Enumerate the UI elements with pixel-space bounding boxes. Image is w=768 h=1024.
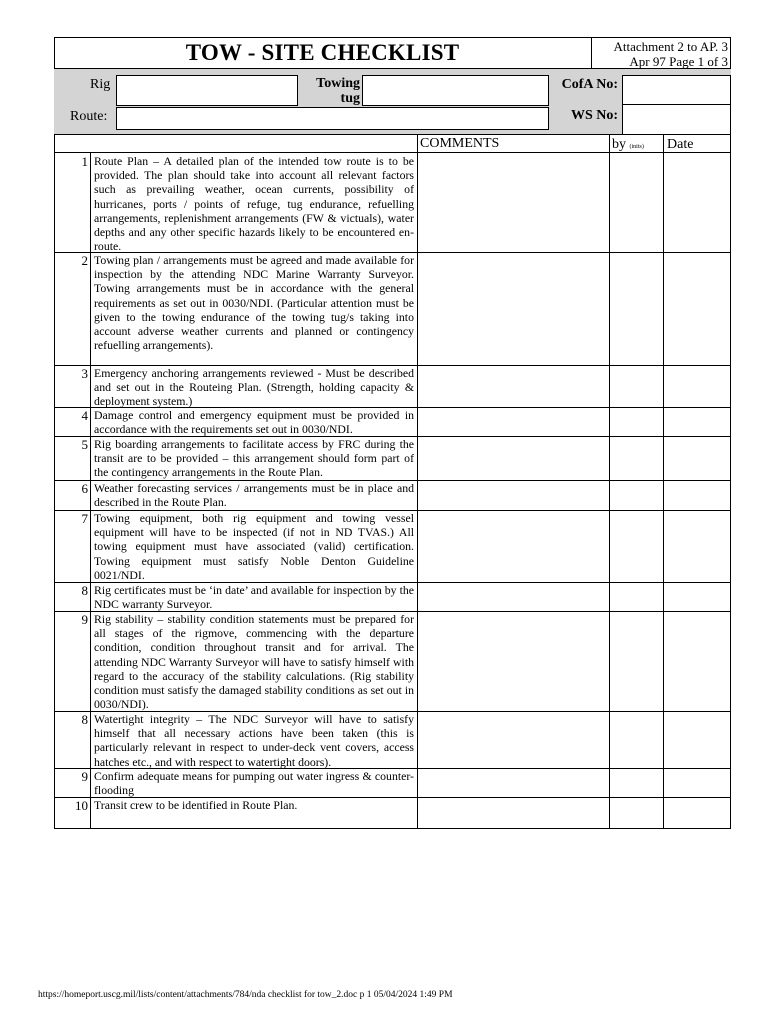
towing-tug-label: Towing tug <box>316 76 360 106</box>
cofa-field[interactable] <box>622 75 731 106</box>
checklist-item-rig-certificates: Rig certificates must be ‘in date’ and available for inspection by the NDC warranty Surveyor. <box>94 583 414 612</box>
checklist-item-pumping: Confirm adequate means for pumping out water ingress & counter-flooding <box>94 769 414 798</box>
by-column-header: by (inits) <box>612 137 644 152</box>
comments-column-header: COMMENTS <box>420 136 500 151</box>
attachment-line-2: Apr 97 Page 1 of 3 <box>629 54 728 69</box>
route-field[interactable] <box>116 107 549 130</box>
item-number: 5 <box>81 437 88 452</box>
item-number: 2 <box>81 253 88 268</box>
by-column-divider <box>609 135 610 829</box>
ws-label: WS No: <box>570 108 618 123</box>
checklist-item-rig-stability: Rig stability – stability condition statements must be prepared for all stages of the rigmove, commencing with the departure condition, condition throughout transit and for arrival. The attending NDC Warranty Surveyor will have to satisfy himself with regard to the accuracy of the stability calculations. (Rig stability condition must satisfy the damaged stability conditions as set out in 0030/NDI). <box>94 612 414 712</box>
comments-column-divider <box>417 135 418 829</box>
item-number: 1 <box>81 154 88 169</box>
date-column-header: Date <box>667 137 694 152</box>
rig-label: Rig <box>90 77 111 92</box>
item-number: 9 <box>81 769 88 784</box>
item-number: 8 <box>81 583 88 598</box>
checklist-item-weather-forecasting: Weather forecasting services / arrangements must be in place and described in the Route Plan. <box>94 481 414 510</box>
attachment-line-1: Attachment 2 to AP. 3 <box>613 39 728 54</box>
rig-field[interactable] <box>116 75 298 106</box>
item-number: 3 <box>81 366 88 381</box>
towing-tug-field[interactable] <box>362 75 549 106</box>
checklist-item-emergency-anchoring: Emergency anchoring arrangements reviewed - Must be described and set out in the Routeing Plan. (Strength, holding capacity & deployment system.) <box>94 366 414 409</box>
item-number: 8 <box>81 712 88 727</box>
item-number: 9 <box>81 612 88 627</box>
checklist-item-towing-equipment: Towing equipment, both rig equipment and towing vessel equipment will have to be inspected (if not in ND TVAS.) All towing equipment must have associated (valid) certification. Towing equipment must satisfy Noble Denton Guideline 0021/NDI. <box>94 511 414 582</box>
checklist-item-rig-boarding: Rig boarding arrangements to facilitate access by FRC during the transit are to be provided – this arrangement should form part of the contingency arrangements in the Route Plan. <box>94 437 414 480</box>
attachment-reference <box>592 37 731 69</box>
checklist-item-watertight-integrity: Watertight integrity – The NDC Surveyor will have to satisfy himself that all necessary actions have been taken (this is particularly relevant in respect to under-deck vent covers, access hatches etc., and with respect to watertight doors). <box>94 712 414 769</box>
checklist-item-damage-control: Damage control and emergency equipment must be provided in accordance with the requirements set out in 0030/NDI. <box>94 408 414 437</box>
number-column-divider <box>90 153 91 829</box>
item-number: 6 <box>81 481 88 496</box>
cofa-label: CofA No: <box>561 77 618 92</box>
item-number: 7 <box>81 511 88 526</box>
route-label: Route: <box>70 109 108 124</box>
page-footer: https://homeport.uscg.mil/lists/content/attachments/784/nda checklist for tow_2.doc p 1 05/04/2024 1:49 PM <box>38 990 453 1000</box>
ws-field[interactable] <box>622 104 731 135</box>
checklist-item-towing-plan: Towing plan / arrangements must be agreed and made available for inspection by the attending NDC Marine Warranty Surveyor. Towing arrangements must be in accordance with the general requirements as set out in 0030/NDI. (Particular attention must be given to the towing endurance of the towing tug/s taking into account adverse weather currents and planned or contingency refuelling arrangements). <box>94 253 414 353</box>
page-title: TOW - SITE CHECKLIST <box>54 37 592 69</box>
checklist-item-route-plan: Route Plan – A detailed plan of the intended tow route is to be provided. The plan should take into account all relevant factors such as prevailing weather, ocean currents, possibility of hurricanes, ports / points of refuge, tug endurance, refuelling arrangements, replenishment arrangements (FW & victuals), water depths and any other specific hazards likely to be encountered en-route. <box>94 154 414 254</box>
checklist-item-transit-crew: Transit crew to be identified in Route Plan. <box>94 798 298 812</box>
date-column-divider <box>663 135 664 829</box>
item-number: 10 <box>75 798 88 813</box>
item-number: 4 <box>81 408 88 423</box>
